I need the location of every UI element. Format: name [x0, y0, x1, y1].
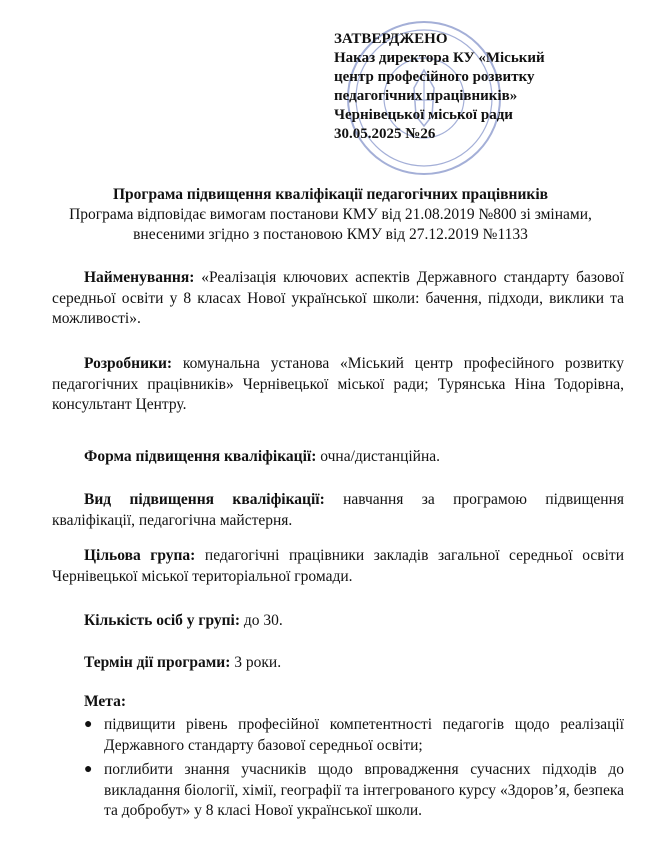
section-term: [52, 653, 624, 674]
program-title-block: [20, 185, 641, 245]
approval-block: [334, 30, 634, 144]
goals-list: [84, 715, 624, 826]
section-text: очна/дистанційна.: [316, 448, 441, 465]
section-developers: [52, 354, 624, 416]
approval-line: Чернівецької міської ради: [334, 107, 513, 123]
section-label: Кількість осіб у групі:: [84, 612, 241, 629]
section-label: Форма підвищення кваліфікації:: [84, 448, 317, 465]
section-form: [52, 447, 624, 468]
section-text: до 30.: [240, 612, 283, 629]
approval-date: 30.05.2025 №26: [334, 126, 436, 142]
program-title: Програма підвищення кваліфікації педагогічних працівників: [112, 186, 548, 203]
program-compliance-line: внесеними згідно з постановою КМУ від 27.12.2019 №1133: [133, 226, 528, 243]
section-text: 3 роки.: [230, 654, 282, 671]
approval-heading: ЗАТВЕРДЖЕНО: [334, 31, 448, 47]
approval-line: Наказ директора КУ «Міський: [334, 50, 545, 66]
section-label: Цільова група:: [84, 547, 196, 564]
program-compliance-line: Програма відповідає вимогам постанови КМУ від 21.08.2019 №800 зі змінами,: [69, 206, 592, 223]
section-label: Розробники:: [84, 355, 173, 372]
section-name: [52, 268, 624, 330]
goals-label: Мета:: [84, 693, 127, 710]
section-target-group: [52, 546, 624, 587]
section-text: комунальна установа «Міський центр професійного розвитку педагогічних працівників» Чернівецької міської ради; Турянська Ніна Тодорівна, консультант Центру.: [52, 355, 624, 413]
list-item: [84, 715, 624, 756]
bullet-icon: ●: [84, 762, 93, 777]
bullet-icon: ●: [84, 717, 93, 732]
section-kind: [52, 490, 624, 531]
section-text: навчання за програмою підвищення кваліфікації, педагогічна майстерня.: [52, 491, 624, 529]
goal-text: підвищити рівень професійної компетентності педагогів щодо реалізації Державного стандарту базової середньої освіти;: [104, 716, 624, 754]
section-group-size: [52, 611, 624, 632]
goal-text: поглибити знання учасників щодо впровадження сучасних підходів до викладання біології, хімії, географії та інтегрованого курсу «Здоров’я, безпека та добробут» у 8 класі Нової української школи.: [104, 761, 624, 819]
section-text: «Реалізація ключових аспектів Державного стандарту базової середньої освіти у 8 класах Нової української школи: бачення, підходи, виклики та можливості».: [52, 269, 624, 327]
section-label: Вид підвищення кваліфікації:: [84, 491, 325, 508]
approval-line: центр професійного розвитку: [334, 69, 535, 85]
section-label: Термін дії програми:: [84, 654, 231, 671]
approval-line: педагогічних працівників»: [334, 88, 518, 104]
section-text: педагогічні працівники закладів загальної середньої освіти Чернівецької міської територіальної громади.: [52, 547, 624, 585]
section-label: Найменування:: [84, 269, 195, 286]
list-item: [84, 760, 624, 822]
